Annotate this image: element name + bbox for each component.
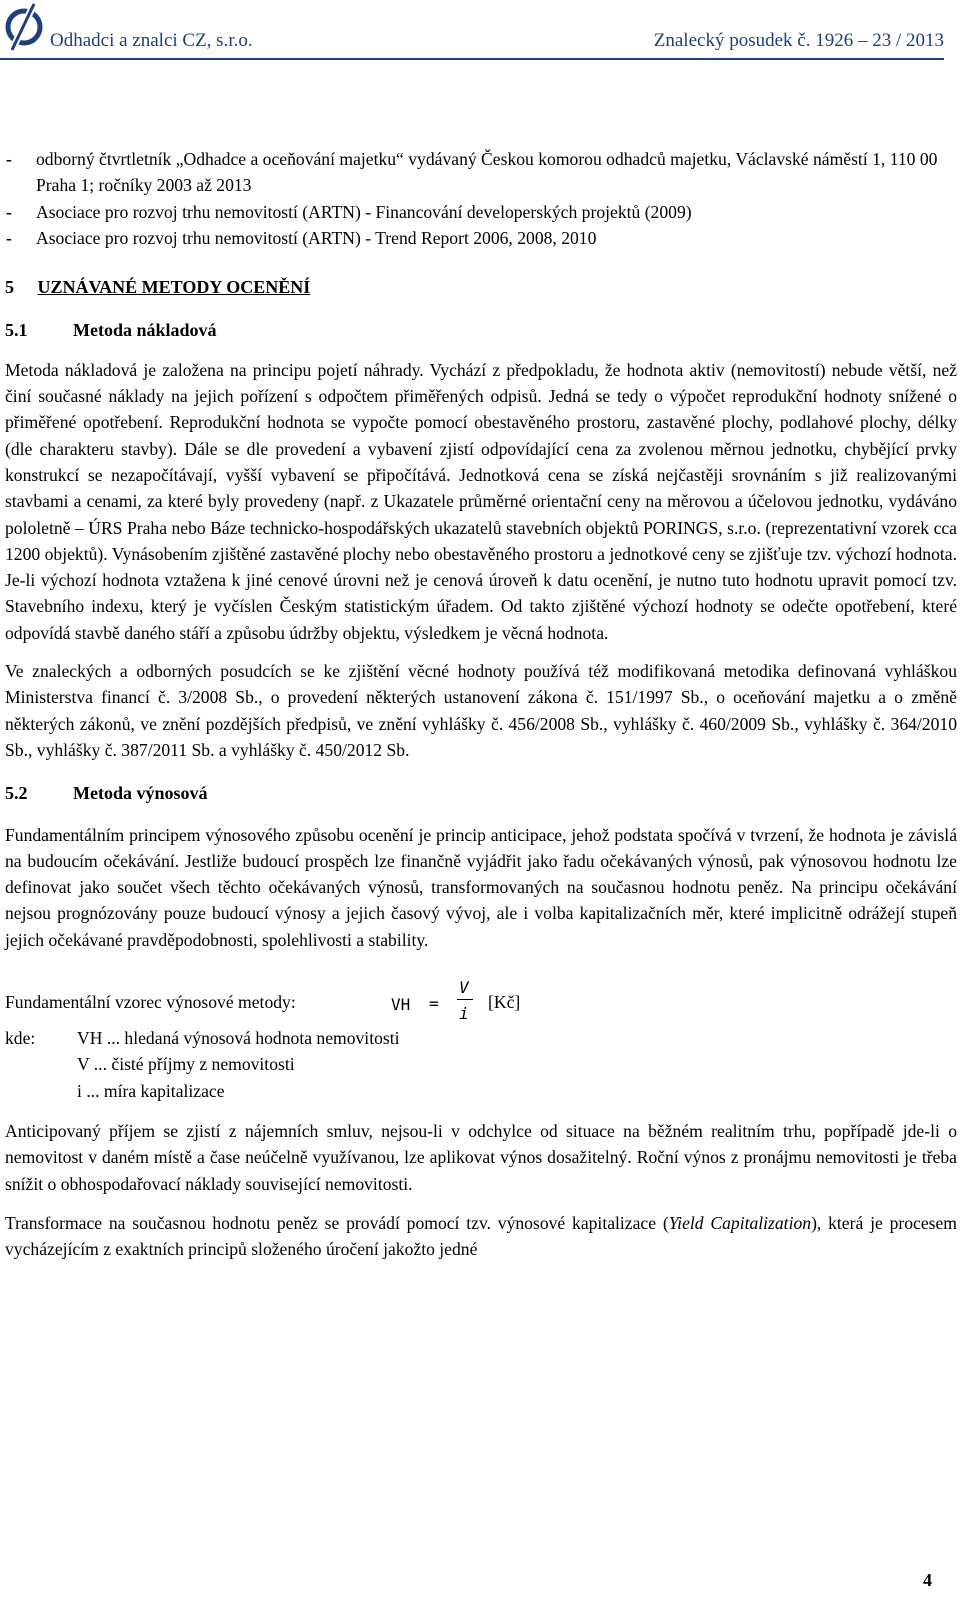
paragraph-text: Transformace na současnou hodnotu peněz se provádí pomocí tzv. výnosové kapitalizace ( <box>5 1212 669 1233</box>
source-item <box>5 225 957 251</box>
paragraph-text: ), která je procesem vycházejícím z exaktních principů složeného úročení jakožto jedné <box>5 1212 957 1260</box>
subsection-heading-5-1 <box>5 317 957 343</box>
subsection-number: 5.1 <box>5 320 28 341</box>
subsection-number: 5.2 <box>5 783 28 804</box>
paragraph: Ve znaleckých a odborných posudcích se ke zjištění věcné hodnoty používá též modifikovaná metodika definovaná vyhláškou Ministerstva financí č. 3/2008 Sb., o provedení některých ustanovení zákona č. 151/1997 Sb., o oceňování majetku a o změně některých zákonů, ve znění pozdějších předpisů, ve znění vyhlášky č. 456/2008 Sb., vyhlášky č. 460/2009 Sb., vyhlášky č. 364/2010 Sb., vyhlášky č. 387/2011 Sb. a vyhlášky č. 450/2012 Sb. <box>5 661 957 760</box>
source-text: Asociace pro rozvoj trhu nemovitostí (ARTN) - Trend Report 2006, 2008, 2010 <box>36 227 597 248</box>
source-text: Asociace pro rozvoj trhu nemovitostí (ARTN) - Financování developerských projektů (2009) <box>36 201 692 222</box>
page-content <box>5 146 957 1263</box>
where-label: kde: <box>5 1028 36 1049</box>
company-logo-icon <box>4 2 44 52</box>
formula-lhs: VH <box>391 995 411 1015</box>
bullet-dash: - <box>6 149 12 169</box>
definition-item: VH ... hledaná výnosová hodnota nemovitosti <box>77 1028 400 1049</box>
formula-label: Fundamentální vzorec výnosové metody: <box>5 992 296 1013</box>
formula-numerator: V <box>459 978 469 998</box>
paragraph <box>5 1210 957 1263</box>
formula-unit: [Kč] <box>488 992 521 1013</box>
subsection-title: Metoda nákladová <box>73 320 217 341</box>
paragraph: Anticipovaný příjem se zjistí z nájemních smluv, nejsou-li v odchylce od situace na běžném realitním trhu, popřípadě jde-li o nemovitost v daném místě a čase neúčelně využívanou, lze aplikovat výnos dosažitelný. Roční výnos z pronájmu nemovitosti je třeba snížit o obhospodařovací náklady související nemovitosti. <box>5 1121 957 1194</box>
subsection-title: Metoda výnosová <box>73 783 208 804</box>
definition-item: V ... čisté příjmy z nemovitosti <box>77 1054 295 1075</box>
definitions-block <box>5 1025 957 1105</box>
document-reference: Znalecký posudek č. 1926 – 23 / 2013 <box>653 30 944 51</box>
source-item <box>5 199 957 225</box>
company-name: Odhadci a znalci CZ, s.r.o. <box>50 30 253 51</box>
bullet-dash: - <box>6 201 12 222</box>
definition-item: i ... míra kapitalizace <box>77 1080 225 1101</box>
subsection-heading-5-2 <box>5 780 957 806</box>
formula-equals: = <box>429 994 439 1014</box>
page-header <box>0 0 944 60</box>
fraction-line <box>457 999 473 1000</box>
paragraph: Metoda nákladová je založena na principu pojetí náhrady. Vychází z předpokladu, že hodnota aktiv (nemovitostí) nebude větší, než činí současné náklady na jejich pořízení s odpočtem přiměřených odpisů. Jedná se tedy o výpočet reprodukční hodnoty snížené o přiměřené opotřebení. Reprodukční hodnota se vypočte pomocí obestavěného prostoru, zastavěné plochy, podlahové plochy, délky (dle charakteru stavby). Dále se dle provedení a vybavení zjistí odpovídající cena za zvolenou měrnou jednotku, chybějící prvky konstrukcí se nezapočítávají, vyšší vybavení se připočítává. Jednotková cena se získá nejčastěji srovnáním s již realizovanými stavbami a cenami, za které byly provedeny (např. z Ukazatele průměrné orientační ceny na měrovou a účelovou jednotku, vydáváno pololetně – ÚRS Praha nebo Báze technicko-hospodářských ukazatelů stavebních objektů PORINGS, s.r.o. (reprezentativní vzorek cca 1200 objektů). Vynásobením zjištěné zastavěné plochy nebo obestavěného prostoru a jednotkové ceny se zjišťuje tzv. výchozí hodnota. Je-li výchozí hodnota vztažena k jiné cenové úrovni než je cenová úroveň k datu ocenění, je nutno tuto hodnotu upravit pomocí tzv. Stavebního indexu, který je vyčíslen Českým statistickým úřadem. Od takto zjištěné výchozí hodnoty se odečte opotřebení, které odpovídá stavbě daného stáří a způsobu údržby objektu, výsledkem je věcná hodnota. <box>5 359 957 643</box>
emphasis-text: Yield Capitalization <box>668 1212 812 1233</box>
page-number: 4 <box>923 1570 932 1590</box>
section-heading-5 <box>5 274 957 300</box>
formula-denominator: i <box>459 1004 469 1024</box>
paragraph: Fundamentálním principem výnosového způsobu ocenění je princip anticipace, jehož podstata spočívá v tvrzení, že hodnota je závislá na budoucím očekávání. Jestliže budoucí prospěch lze finančně vyjádřit jako řadu očekávaných výnosů, pak výnosovou hodnotu lze definovat jako součet všech těchto očekávaných výnosů, transformovaných na současnou hodnotu peněz. Na principu očekávání nejsou prognózovány pouze budoucí výnosy a jejich časový vývoj, ale i volba kapitalizačních měr, které implicitně odrážejí stupeň jejich očekávané pravděpodobnosti, spolehlivosti a stability. <box>5 824 957 950</box>
formula <box>5 973 957 1023</box>
section-number: 5 <box>5 277 14 298</box>
source-item <box>5 146 957 199</box>
definitions-list <box>77 1025 400 1104</box>
section-title: UZNÁVANÉ METODY OCENĚNÍ <box>37 277 311 298</box>
source-text: odborný čtvrtletník „Odhadce a oceňování majetku“ vydávaný Českou komorou odhadců majetku, Václavské náměstí 1, 110 00 Praha 1; ročníky 2003 až 2013 <box>36 149 938 196</box>
bullet-dash: - <box>6 227 12 248</box>
